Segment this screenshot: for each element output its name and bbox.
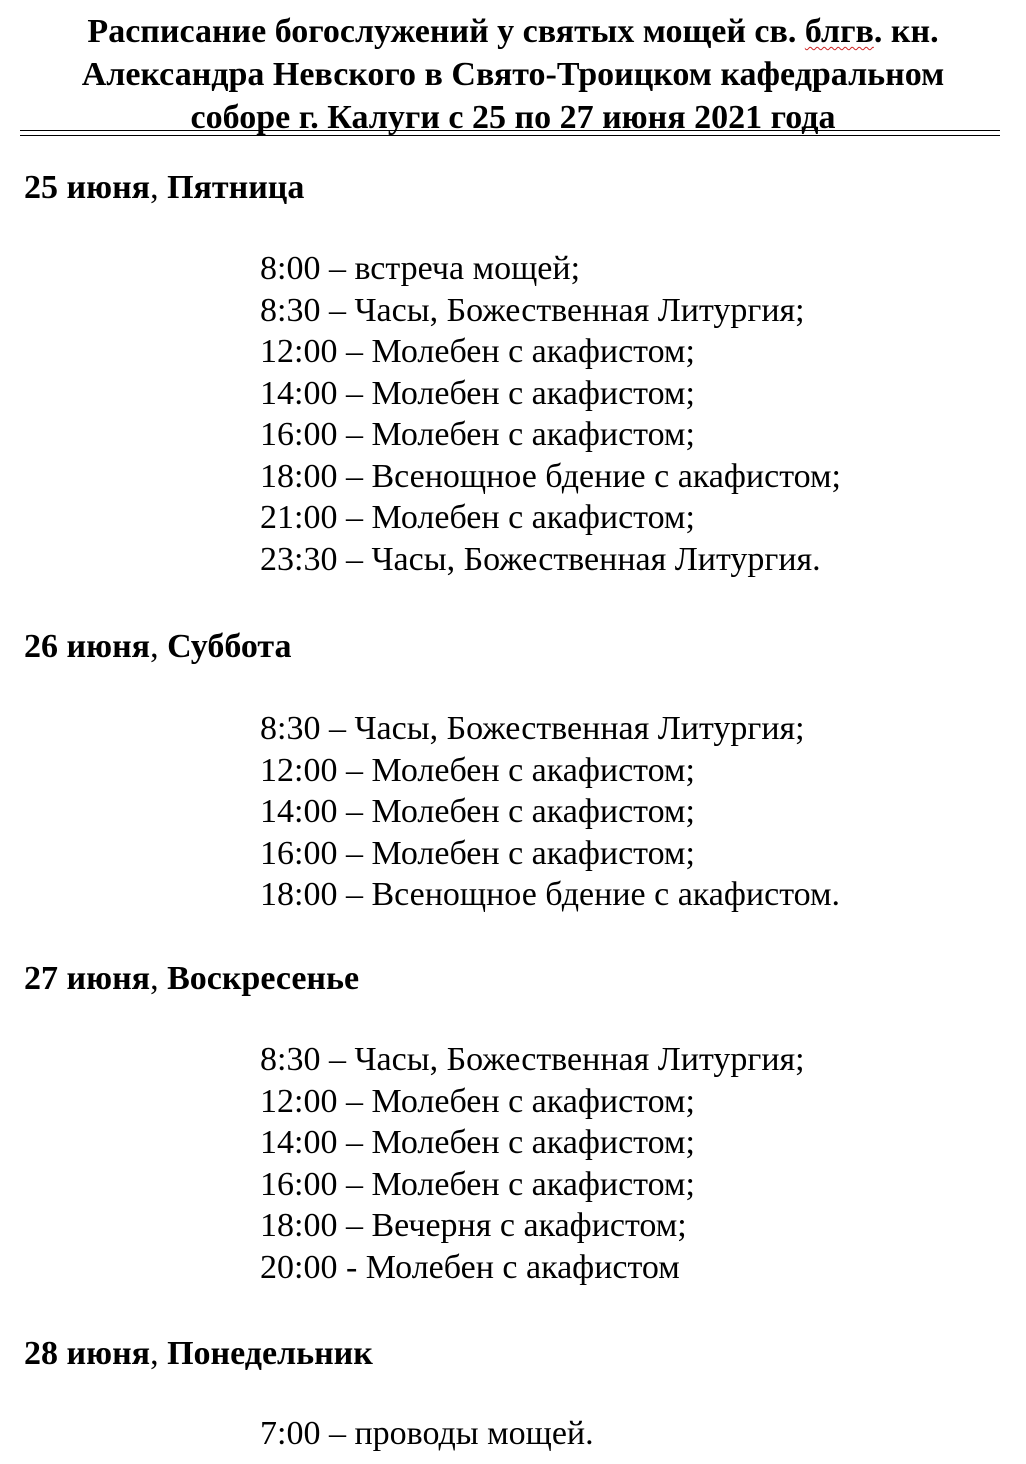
event-item: 16:00 – Молебен с акафистом;: [260, 416, 695, 453]
day-weekday: Воскресенье: [167, 960, 360, 997]
event-item: 14:00 – Молебен с акафистом;: [260, 374, 695, 412]
event-item: 8:00 – встреча мощей;: [260, 250, 581, 287]
title-line-2: Александра Невского в Свято-Троицком кафедральном: [81, 56, 945, 93]
title-line-3: соборе г. Калуги с 25 по 27 июня 2021 года: [190, 99, 836, 136]
event-item: 20:00 - Молебен с акафистом: [260, 1248, 680, 1286]
day-heading: 27 июня, Воскресенье: [24, 960, 360, 997]
event-item: 18:00 – Вечерня с акафистом;: [260, 1207, 687, 1244]
day-date: 27 июня: [24, 960, 151, 997]
title-line-1: Расписание богослужений у святых мощей св. блгв. кн.: [87, 13, 939, 50]
title-divider-top: [20, 130, 1000, 131]
spellcheck-word: блгв: [804, 13, 874, 50]
event-list: [260, 708, 840, 916]
event-item: 12:00 – Молебен с акафистом;: [260, 1082, 695, 1120]
day-weekday: Понедельник: [167, 1335, 373, 1372]
event-item: 7:00 – проводы мощей.: [260, 1415, 594, 1452]
event-item: 8:30 – Часы, Божественная Литургия;: [260, 1041, 805, 1078]
event-item: 16:00 – Молебен с акафистом;: [260, 1165, 695, 1203]
document-title: [0, 10, 1026, 139]
event-item: 23:30 – Часы, Божественная Литургия.: [260, 540, 821, 578]
event-item: 18:00 – Всенощное бдение с акафистом.: [260, 876, 840, 913]
event-item: 21:00 – Молебен с акафистом;: [260, 499, 695, 536]
event-item: 16:00 – Молебен с акафистом;: [260, 834, 695, 872]
day-date: 28 июня: [24, 1335, 151, 1372]
day-date: 25 июня: [24, 169, 151, 206]
day-heading: 25 июня, Пятница: [24, 169, 305, 206]
event-list: [260, 1413, 594, 1455]
event-list: [260, 248, 841, 580]
event-item: 14:00 – Молебен с акафистом;: [260, 793, 695, 830]
day-heading: 26 июня, Суббота: [24, 628, 292, 665]
title-divider-bottom: [20, 135, 1000, 136]
day-weekday: Пятница: [167, 169, 305, 206]
day-weekday: Суббота: [167, 628, 292, 665]
event-item: 8:30 – Часы, Божественная Литургия;: [260, 291, 805, 329]
event-list: [260, 1039, 805, 1288]
event-item: 8:30 – Часы, Божественная Литургия;: [260, 710, 805, 747]
day-date: 26 июня: [24, 628, 151, 665]
day-heading: 28 июня, Понедельник: [24, 1335, 373, 1372]
event-item: 12:00 – Молебен с акафистом;: [260, 333, 695, 370]
event-item: 18:00 – Всенощное бдение с акафистом;: [260, 457, 841, 495]
event-item: 12:00 – Молебен с акафистом;: [260, 751, 695, 789]
event-item: 14:00 – Молебен с акафистом;: [260, 1124, 695, 1161]
